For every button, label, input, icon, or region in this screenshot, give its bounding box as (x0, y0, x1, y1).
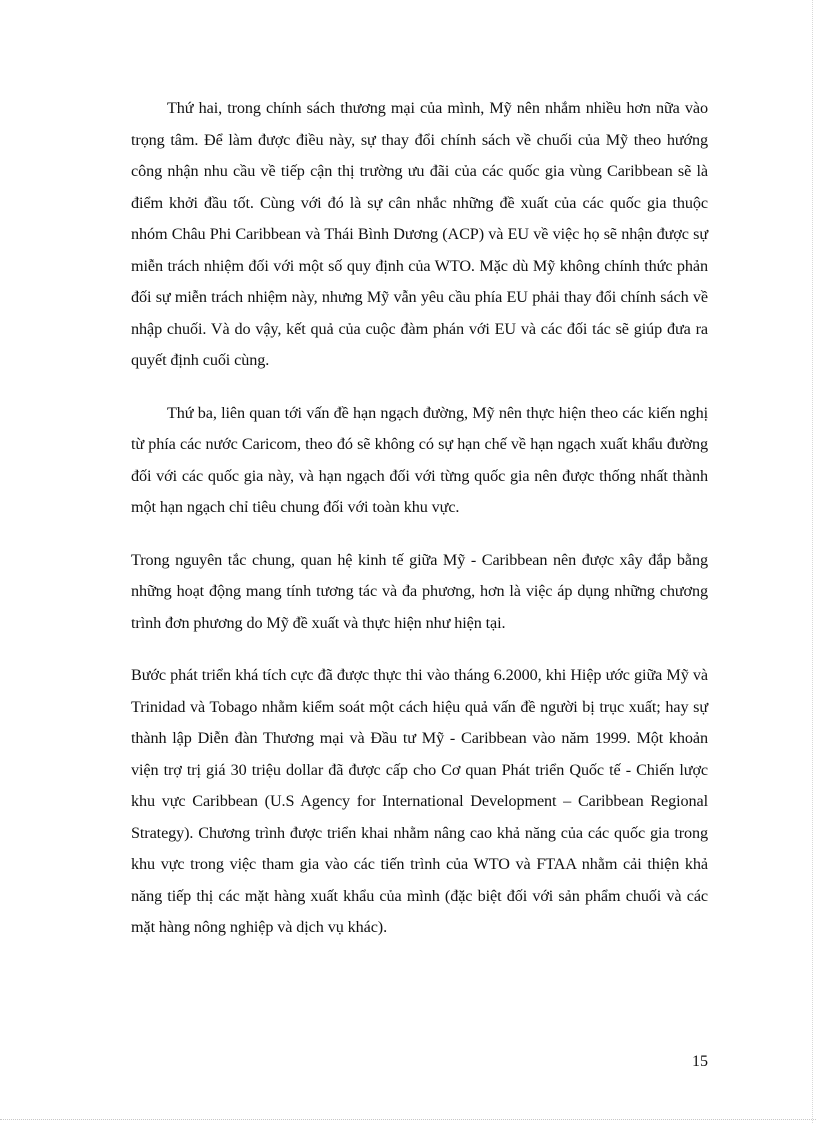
paragraph-1: Thứ hai, trong chính sách thương mại của mình, Mỹ nên nhắm nhiều hơn nữa vào trọng tâm. Để làm được điều này, sự thay đổi chính sách về chuối của Mỹ theo hướng công nhận nhu cầu về tiếp cận thị trường ưu đãi của các quốc gia vùng Caribbean sẽ là điểm khởi đầu tốt. Cùng với đó là sự cân nhắc những đề xuất của các quốc gia thuộc nhóm Châu Phi Caribbean và Thái Bình Dương (ACP) và EU về việc họ sẽ nhận được sự miễn trách nhiệm đối với một số quy định của WTO. Mặc dù Mỹ không chính thức phản đối sự miễn trách nhiệm này, nhưng Mỹ vẫn yêu cầu phía EU phải thay đổi chính sách về nhập chuối. Và do vậy, kết quả của cuộc đàm phán với EU và các đối tác sẽ giúp đưa ra quyết định cuối cùng. (131, 99, 708, 369)
page-body (131, 93, 708, 944)
paragraph-4: Bước phát triển khá tích cực đã được thực thi vào tháng 6.2000, khi Hiệp ước giữa Mỹ và Trinidad và Tobago nhằm kiểm soát một cách hiệu quả vấn đề người bị trục xuất; hay sự thành lập Diễn đàn Thương mại và Đầu tư Mỹ - Caribbean vào năm 1999. Một khoản viện trợ trị giá 30 triệu dollar đã được cấp cho Cơ quan Phát triển Quốc tế - Chiến lược khu vực Caribbean (U.S Agency for International Development – Caribbean Regional Strategy). Chương trình được triển khai nhằm nâng cao khả năng của các quốc gia trong khu vực trong việc tham gia vào các tiến trình của WTO và FTAA nhằm cải thiện khả năng tiếp thị các mặt hàng xuất khẩu của mình (đặc biệt đối với sản phẩm chuối và các mặt hàng nông nghiệp và dịch vụ khác). (131, 666, 708, 936)
page-right-border (812, 0, 813, 1123)
paragraph-3: Trong nguyên tắc chung, quan hệ kinh tế giữa Mỹ - Caribbean nên được xây đắp bằng những hoạt động mang tính tương tác và đa phương, hơn là việc áp dụng những chương trình đơn phương do Mỹ đề xuất và thực hiện như hiện tại. (131, 550, 708, 632)
paragraph-2: Thứ ba, liên quan tới vấn đề hạn ngạch đường, Mỹ nên thực hiện theo các kiến nghị từ phía các nước Caricom, theo đó sẽ không có sự hạn chế về hạn ngạch xuất khẩu đường đối với các quốc gia này, và hạn ngạch đối với từng quốc gia nên được thống nhất thành một hạn ngạch chỉ tiêu chung đối với toàn khu vực. (131, 403, 708, 516)
page-number: 15 (692, 1053, 708, 1070)
page-bottom-border (0, 1119, 816, 1120)
